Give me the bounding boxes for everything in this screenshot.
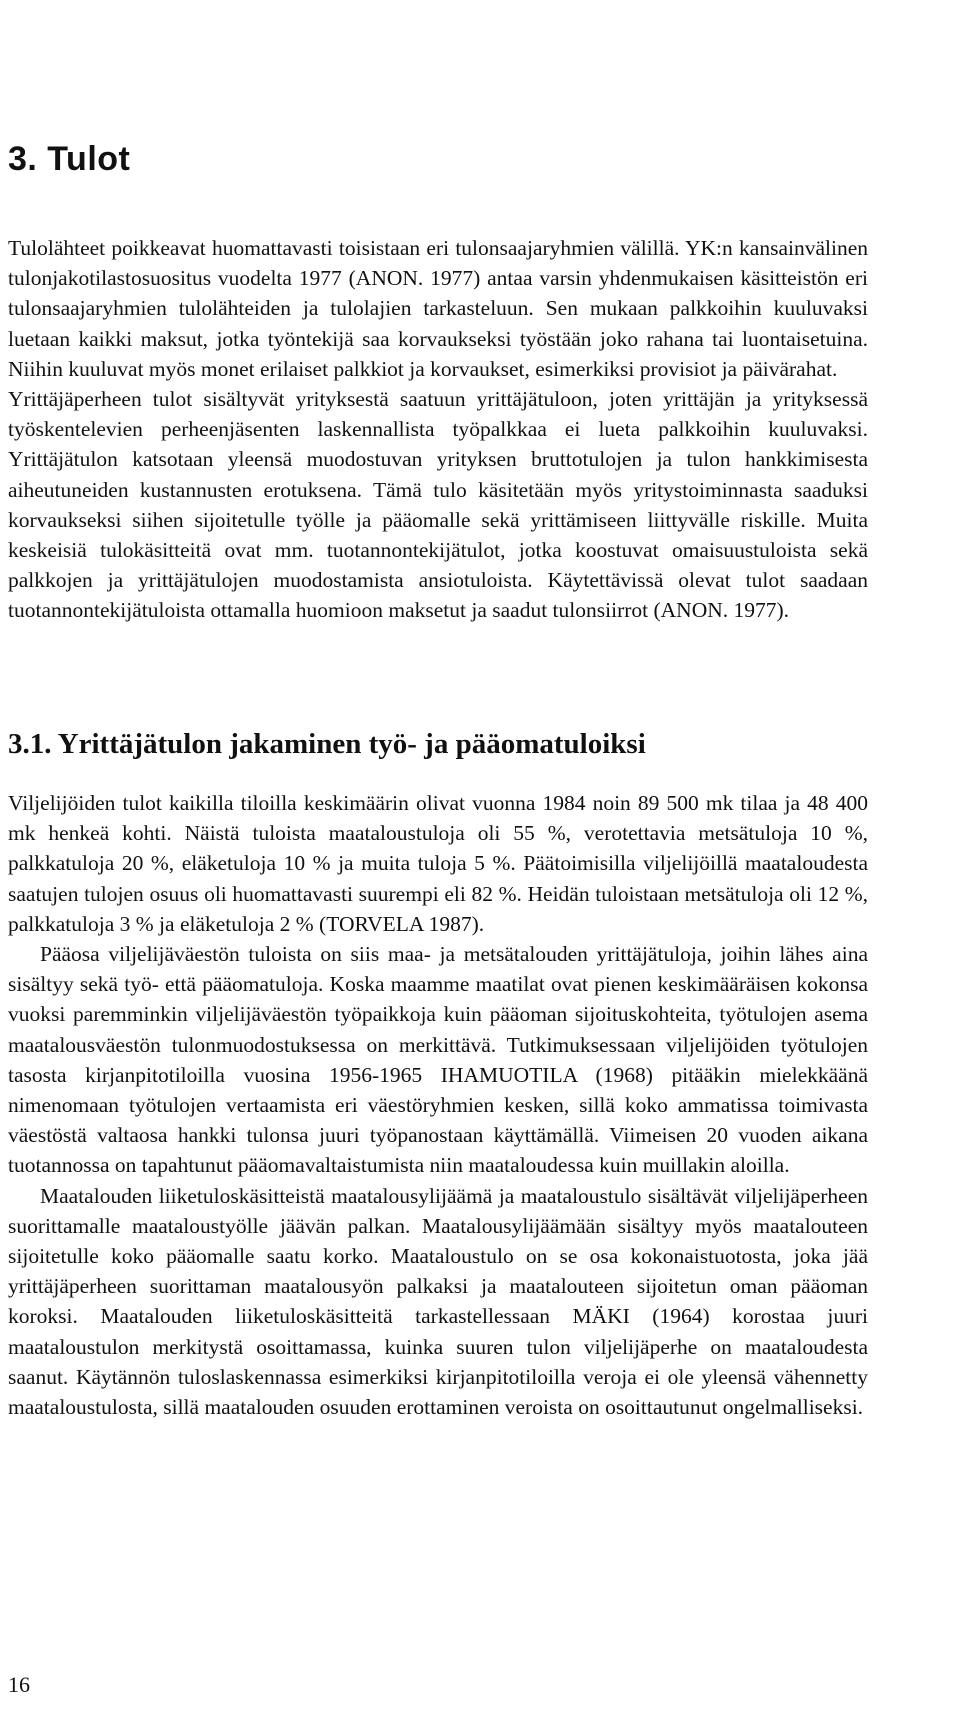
paragraph: Viljelijöiden tulot kaikilla tiloilla keskimäärin olivat vuonna 1984 noin 89 500 mk tilaa ja 48 400 mk henkeä kohti. Näistä tuloista maataloustuloja oli 55 %, verotettavia metsätuloja 10 %, palkkatuloja 20 %, eläketuloja 10 % ja muita tuloja 5 %. Päätoimisilla viljelijöillä maataloudesta saatujen tulojen osuus oli huomattavasti suurempi eli 82 %. Heidän tuloistaan metsätuloja oli 12 %, palkkatuloja 3 % ja eläketuloja 2 % (TORVELA 1987). xyxy=(8,791,868,936)
page-number: 16 xyxy=(8,1672,30,1697)
paragraph: Yrittäjäperheen tulot sisältyvät yrityksestä saatuun yrittäjätuloon, joten yrittäjän ja yrityksessä työskentelevien perheenjäsenten laskennallista työpalkkaa ei lueta palkkoihin kuuluvaksi. Yrittäjätulon katsotaan yleensä muodostuvan yrityksen bruttotulojen ja tulon hankkimisesta aiheutuneiden kustannusten erotuksena. Tämä tulo käsitetään myös yritystoiminnasta saaduksi korvaukseksi siihen sijoitetulle työlle ja pääomalle sekä yrittämiseen liittyvälle riskille. Muita keskeisiä tulokäsitteitä ovat mm. tuotannontekijätulot, jotka koostuvat omaisuustuloista sekä palkkojen ja yrittäjätulojen muodostamista ansiotuloista. Käytettävissä olevat tulot saadaan tuotannontekijätuloista ottamalla huomioon maksetut ja saadut tulonsiirrot (ANON. 1977). xyxy=(8,387,868,623)
paragraph: Tulolähteet poikkeavat huomattavasti toisistaan eri tulonsaajaryhmien välillä. YK:n kansainvälinen tulonjakotilastosuositus vuodelta 1977 (ANON. 1977) antaa varsin yhdenmukaisen käsitteistön eri tulonsaajaryhmien tulolähteiden ja tulolajien tarkasteluun. Sen mukaan palkkoihin kuuluvaksi luetaan kaikki maksut, jotka työntekijä saa korvaukseksi työstään joko rahana tai luontaisetuina. Niihin kuuluvat myös monet erilaiset palkkiot ja korvaukset, esimerkiksi provisiot ja päivärahat. xyxy=(8,236,868,381)
chapter-body xyxy=(8,233,868,626)
paragraph: Pääosa viljelijäväestön tuloista on siis maa- ja metsätalouden yrittäjätuloja, joihin lähes aina sisältyy sekä työ- että pääomatuloja. Koska maamme maatilat ovat pienen keskimääräisen kokonsa vuoksi paremminkin viljelijäväestön työpaikkoja kuin pääoman sijoituskohteita, työtulojen asema maatalousväestön tulonmuodostuksessa on merkittävä. Tutkimuksessaan viljelijöiden työtulojen tasosta kirjanpitotiloilla vuosina 1956-1965 IHAMUOTILA (1968) pitääkin mielekkäänä nimenomaan työtulojen vertaamista eri väestöryhmien kesken, sillä koko ammatissa toimivasta väestöstä valtaosa hankki tulonsa juuri työpanostaan käyttämällä. Viimeisen 20 vuoden aikana tuotannossa on tapahtunut pääomavaltaistumista niin maataloudessa kuin muillakin aloilla. xyxy=(8,942,868,1178)
section-title: 3.1. Yrittäjätulon jakaminen työ- ja pääomatuloiksi xyxy=(8,728,646,760)
paragraph: Maatalouden liiketuloskäsitteistä maatalousylijäämä ja maataloustulo sisältävät viljelijäperheen suorittamalle maataloustyölle jäävän palkan. Maatalousylijäämään sisältyy myös maatalouteen sijoitetulle koko pääomalle saatu korko. Maataloustulo on se osa kokonaistuotosta, joka jää yrittäjäperheen suorittaman maatalousyön palkaksi ja maatalouteen sijoitetun oman pääoman koroksi. Maatalouden liiketuloskäsitteitä tarkastellessaan MÄKI (1964) korostaa juuri maataloustulon merkitystä osoittamassa, kuinka suuren tulon viljelijäperhe on maataloudesta saanut. Käytännön tuloslaskennassa esimerkiksi kirjanpitotiloilla veroja ei ole yleensä vähennetty maataloustulosta, sillä maatalouden osuuden erottaminen veroista on osoittautunut ongelmalliseksi. xyxy=(8,1183,868,1420)
chapter-title: 3. Tulot xyxy=(8,140,131,178)
section-body xyxy=(8,788,868,1422)
